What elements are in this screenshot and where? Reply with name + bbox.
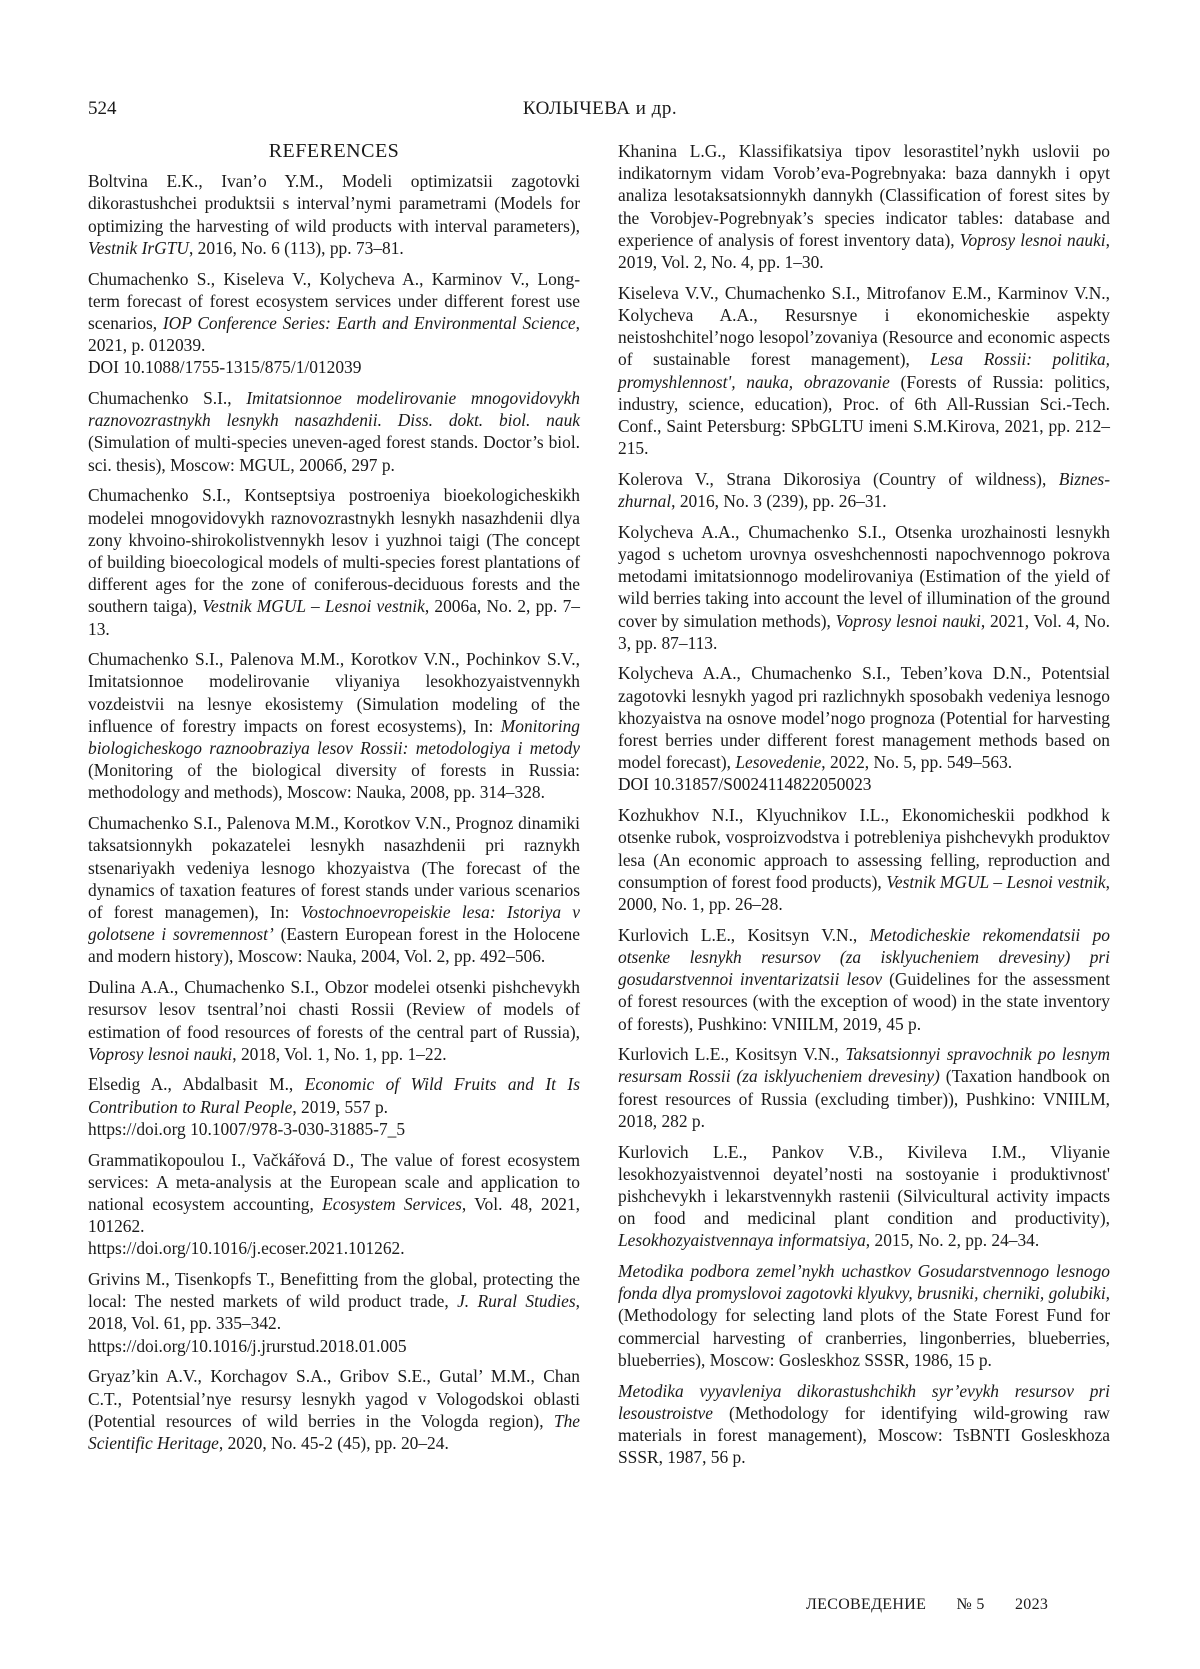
reference-text: , 2019, Vol. 2, No. 4, pp. 1–30. bbox=[618, 229, 1110, 273]
reference-italic-text: Monitoring biologicheskogo raznoobraziya lesov Rossii: metodologiya i metody bbox=[88, 715, 580, 759]
reference-entry bbox=[618, 1380, 1110, 1469]
reference-italic-text: Vestnik MGUL – Lesnoi vestnik bbox=[886, 871, 1106, 892]
reference-entry bbox=[618, 521, 1110, 654]
reference-entry bbox=[88, 1365, 580, 1454]
reference-italic-text: The Scientific Heritage bbox=[88, 1410, 580, 1453]
right-column bbox=[618, 140, 1110, 1477]
reference-text: , 2021, p. 012039. bbox=[88, 312, 580, 356]
left-column bbox=[88, 140, 580, 1463]
reference-text: , 2021, Vol. 4, No. 3, pp. 87–113. bbox=[618, 610, 1110, 653]
reference-text: , 2020, No. 45-2 (45), pp. 20–24. bbox=[218, 1432, 449, 1453]
reference-italic-text: Imitatsionnoe modelirovanie mnogovidovykh raznovozrastnykh lesnykh nasazhdenii. Diss. dokt. biol. nauk bbox=[88, 388, 580, 431]
reference-text: Dulina A.A., Chumachenko S.I., Obzor modelei otsenki pishchevykh resursov lesov tsentral’noi chasti Rossii (Review of models of estimation of food resources of forests of the central part of Russia), bbox=[88, 977, 580, 1042]
reference-text: , 2019, 557 p. bbox=[292, 1096, 388, 1117]
reference-text: Chumachenko S.I., Palenova M.M., Korotkov V.N., Prognoz dinamiki taksatsionnykh pokazatelei lesnykh nasazhdenii pri raznykh stsenariyakh vedeniya lesnogo khozyaistva (The forecast of the dynamics of taxation features of forest stands under various scenarios of forest managemen), In: bbox=[88, 813, 580, 922]
reference-text: Kurlovich L.E., Pankov V.B., Kivileva I.M., Vliyanie lesokhozyaistvennoi deyatel’nosti na sostoyanie i produktivnost' pishchevykh i lekarstvennykh rastenii (Silvicultural activity impacts on food and medicinal plant condition and productivity), bbox=[618, 1141, 1110, 1229]
reference-italic-text: Ecosystem Services bbox=[322, 1193, 462, 1214]
reference-italic-text: Vestnik MGUL – Lesnoi vestnik bbox=[202, 596, 425, 617]
footer-year: 2023 bbox=[1014, 1596, 1049, 1613]
reference-text: Kolerova V., Strana Dikorosiya (Country of wildness), bbox=[618, 468, 1059, 489]
reference-text: , 2000, No. 1, pp. 26–28. bbox=[618, 871, 1110, 914]
reference-text: DOI 10.1088/1755-1315/875/1/012039 bbox=[88, 357, 362, 378]
reference-text: (Monitoring of the biological diversity of forests in Russia: methodology and methods), Moscow: Nauka, 2008, pp. 314–328. bbox=[88, 760, 580, 803]
reference-entry bbox=[88, 170, 580, 259]
reference-italic-text: Vestnik IrGTU bbox=[88, 237, 189, 258]
reference-entry bbox=[88, 1073, 580, 1140]
reference-entry bbox=[618, 804, 1110, 915]
reference-entry bbox=[88, 648, 580, 803]
reference-entry bbox=[88, 387, 580, 476]
reference-entry bbox=[88, 1268, 580, 1357]
reference-entry bbox=[618, 140, 1110, 273]
reference-text: https://doi.org/10.1016/j.jrurstud.2018.01.005 bbox=[88, 1335, 407, 1356]
reference-text: (Simulation of multi-species uneven-aged forest stands. Doctor’s biol. sci. thesis), Moscow: MGUL, 2006б, 297 p. bbox=[88, 432, 580, 475]
reference-entry bbox=[88, 976, 580, 1065]
reference-text: , Vol. 48, 2021, 101262. bbox=[88, 1193, 581, 1237]
reference-text: Kolycheva A.A., Chumachenko S.I., Otsenka urozhainosti lesnykh yagod s uchetom urovnya osveshchennosti napochvennogo pokrova metodami imitatsionnogo modelirovaniya (Estimation of the yield of wild berries taking into account the level of illumination of the ground cover by simulation methods), bbox=[618, 521, 1110, 631]
reference-text: https://doi.org/10.1016/j.ecoser.2021.101262. bbox=[88, 1238, 405, 1259]
reference-text: (Taxation handbook on forest resources of Russia (excluding timber)), Pushkino: VNIILM, 2018, 282 p. bbox=[618, 1066, 1110, 1131]
reference-text: (Forests of Russia: politics, industry, science, education), Proc. of 6th All-Russian Sci.-Tech. Conf., Saint Petersburg: SPbGLTU imeni S.M.Kirova, 2021, pp. 212–215. bbox=[618, 371, 1110, 459]
reference-text: DOI 10.31857/S0024114822050023 bbox=[618, 774, 872, 795]
reference-text: Chumachenko S.I., bbox=[88, 388, 247, 409]
reference-italic-text: Taksatsionnyi spravochnik po lesnym resursam Rossii (za isklyucheniem drevesiny) bbox=[618, 1044, 1110, 1087]
footer-journal: ЛЕСОВЕДЕНИЕ bbox=[806, 1596, 927, 1613]
reference-entry bbox=[618, 468, 1110, 512]
reference-entry bbox=[618, 1141, 1110, 1252]
reference-italic-text: Vostochnoevropeiskie lesa: Istoriya v golotsene i sovremennost’ bbox=[88, 902, 580, 945]
reference-italic-text: Lesa Rossii: politika, promyshlennost', nauka, obrazovanie bbox=[618, 349, 1111, 392]
reference-italic-text: Metodika vyyavleniya dikorastushchikh syr’evykh resursov pri lesoustroistve bbox=[618, 1380, 1110, 1423]
reference-text: Chumachenko S., Kiseleva V., Kolycheva A., Karminov V., Long-term forecast of forest ecosystem services under different forest use scenarios, bbox=[88, 268, 580, 333]
reference-italic-text: J. Rural Studies bbox=[457, 1291, 576, 1312]
right-reference-list bbox=[618, 140, 1110, 1468]
footer-issue: № 5 bbox=[956, 1596, 985, 1613]
reference-text: , 2022, No. 5, pp. 549–563. bbox=[821, 752, 1013, 773]
reference-italic-text: Lesokhozyaistvennaya informatsiya bbox=[618, 1230, 866, 1251]
reference-text: (Eastern European forest in the Holocene and modern history), Moscow: Nauka, 2004, Vol. 2, pp. 492–506. bbox=[88, 924, 580, 967]
reference-italic-text: Biznes-zhurnal bbox=[618, 468, 1110, 512]
reference-text: Boltvina E.K., Ivan’o Y.M., Modeli optimizatsii zagotovki dikorastushchei produktsii s interval’nymi parametrami (Models for optimizing the harvesting of wild products with interval parameters), bbox=[88, 171, 580, 236]
running-title: КОЛЫЧЕВА и др. bbox=[522, 98, 678, 119]
reference-text: , 2018, Vol. 61, pp. 335–342. bbox=[88, 1291, 580, 1334]
reference-text: (Methodology for selecting land plots of the State Forest Fund for commercial harvesting of cranberries, lingonberries, blueberries, blueberries), Moscow: Gosleskhoz SSSR, 1986, 15 p. bbox=[618, 1305, 1110, 1370]
reference-italic-text: Economic of Wild Fruits and It Is Contribution to Rural People bbox=[88, 1074, 580, 1117]
reference-italic-text: Metodika podbora zemel’nykh uchastkov Gosudarstvennogo lesnogo fonda dlya promyslovoi zagotovki klyukvy, brusniki, cherniki, golubiki, bbox=[618, 1261, 1110, 1304]
reference-italic-text: IOP Conference Series: Earth and Environmental Science bbox=[162, 312, 576, 333]
reference-italic-text: Voprosy lesnoi nauki bbox=[88, 1043, 233, 1064]
reference-entry bbox=[618, 1260, 1110, 1371]
reference-text: , 2016, No. 6 (113), pp. 73–81. bbox=[188, 237, 404, 258]
reference-text: (Methodology for identifying wild-growing raw materials in forest management), Moscow: TsBNTI Gosleskhoza SSSR, 1987, 56 p. bbox=[618, 1402, 1110, 1468]
reference-text: (Guidelines for the assessment of forest resources (with the exception of wood) in the state inventory of forests), Pushkino: VNIILM, 2019, 45 p. bbox=[618, 969, 1110, 1034]
reference-text: Kiseleva V.V., Chumachenko S.I., Mitrofanov E.M., Karminov V.N., Kolycheva A.A., Resursnye i ekonomicheskie aspekty neistoshchitel’nogo lesopol’zovaniya (Resource and economic aspects of sustainable forest management), bbox=[618, 282, 1110, 370]
reference-italic-text: Voprosy lesnoi nauki bbox=[959, 229, 1106, 250]
reference-entry bbox=[618, 924, 1110, 1035]
reference-text: , 2015, No. 2, pp. 24–34. bbox=[865, 1230, 1040, 1251]
reference-entry bbox=[88, 484, 580, 639]
page-number: 524 bbox=[88, 98, 117, 119]
reference-text: Grivins M., Tisenkopfs T., Benefitting from the global, protecting the local: The nested markets of wild product trade, bbox=[88, 1269, 580, 1312]
reference-entry bbox=[88, 1149, 580, 1260]
reference-italic-text: Lesovedenie bbox=[735, 752, 822, 773]
reference-text: Chumachenko S.I., Palenova M.M., Korotkov V.N., Pochinkov S.V., Imitatsionnoe modelirovanie vliyaniya lesokhozyaistvennykh vozdeistvii na lesnye ekosistemy (Simulation modeling of the influence of forestry impacts on forest ecosystems), In: bbox=[88, 649, 580, 736]
reference-text: Khanina L.G., Klassifikatsiya tipov lesorastitel’nykh uslovii po indikatornym vidam Vorob’eva-Pogrebnyaka: baza dannykh i opyt analiza lesotaksatsionnykh dannykh (Classification of forest sites by the Vorobjev-Pogrebnyak’s species indicator tables: database and experience of analysis of forest inventory data), bbox=[618, 141, 1110, 250]
page-footer bbox=[806, 1596, 1048, 1614]
reference-text: , 2016, No. 3 (239), pp. 26–31. bbox=[671, 491, 887, 512]
reference-text: https://doi.org 10.1007/978-3-030-31885-7_5 bbox=[88, 1118, 406, 1139]
reference-text: Kolycheva A.A., Chumachenko S.I., Teben’kova D.N., Potentsial zagotovki lesnykh yagod pri razlichnykh sposobakh vedeniya lesnogo khozyaistva na osnove model’nogo prognoza (Potential for harvesting forest berries under different forest management methods based on model forecast), bbox=[618, 663, 1110, 773]
reference-text: Grammatikopoulou I., Vačkářová D., The value of forest ecosystem services: A meta-analysis at the European scale and application to national ecosystem accounting, bbox=[88, 1149, 580, 1214]
reference-text: , 2006a, No. 2, pp. 7–13. bbox=[88, 596, 580, 639]
reference-entry bbox=[618, 662, 1110, 795]
reference-italic-text: Metodicheskie rekomendatsii po otsenke lesnykh resursov (za isklyucheniem drevesiny) pri gosudarstvennoi inventarizatsii lesov bbox=[618, 924, 1110, 990]
reference-text: Elsedig A., Abdalbasit M., bbox=[88, 1074, 305, 1095]
reference-entry bbox=[88, 812, 580, 967]
reference-entry bbox=[88, 268, 580, 379]
reference-text: Chumachenko S.I., Kontseptsiya postroeniya bioekologicheskikh modelei mnogovidovykh raznovozrastnykh lesnykh nasazhdenii dlya zony khvoino-shirokolistvennykh lesov i yuzhnoi taigi (The concept of building bioecological models of multi-species forest plantations of different ages for the zone of coniferous-deciduous forests and the southern taiga), bbox=[88, 485, 580, 617]
reference-entry bbox=[618, 1043, 1110, 1132]
reference-text: Kurlovich L.E., Kositsyn V.N., bbox=[618, 924, 870, 945]
reference-text: Kozhukhov N.I., Klyuchnikov I.L., Ekonomicheskii podkhod k otsenke rubok, vosproizvodstva i potrebleniya pishchevykh produktov lesa (An economic approach to assessing felling, reproduction and consumption of forest food products), bbox=[618, 805, 1110, 892]
reference-text: Kurlovich L.E., Kositsyn V.N., bbox=[618, 1044, 846, 1065]
reference-entry bbox=[618, 282, 1110, 460]
references-heading: REFERENCES bbox=[268, 140, 400, 162]
left-reference-list bbox=[88, 170, 580, 1454]
reference-text: , 2018, Vol. 1, No. 1, pp. 1–22. bbox=[232, 1043, 447, 1064]
reference-text: Gryaz’kin A.V., Korchagov S.A., Gribov S.E., Gutal’ M.M., Chan C.T., Potentsial’nye resursy lesnykh yagod v Vologodskoi oblasti (Potential resources of wild berries in the Vologda region), bbox=[88, 1366, 580, 1431]
reference-italic-text: Voprosy lesnoi nauki bbox=[835, 610, 981, 631]
